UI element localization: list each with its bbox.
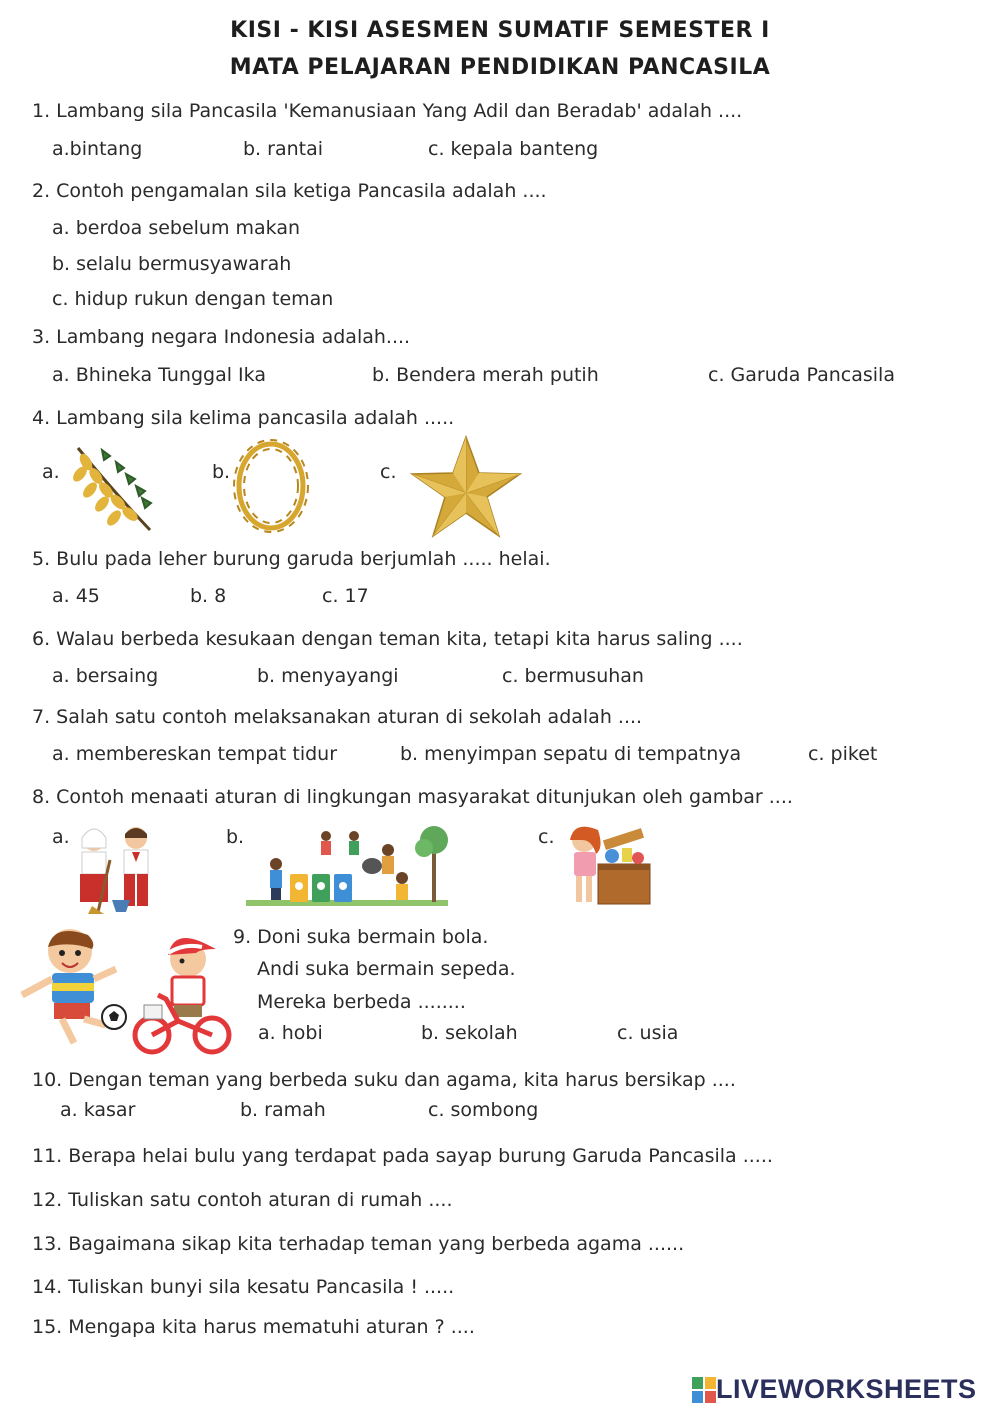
liveworksheets-logo[interactable]: [692, 1374, 977, 1405]
question-2: 2. Contoh pengamalan sila ketiga Pancasila adalah ....: [32, 180, 547, 202]
q1-option-b[interactable]: b. rantai: [243, 138, 324, 160]
question-13: 13. Bagaimana sikap kita terhadap teman yang berbeda agama ......: [32, 1233, 685, 1255]
liveworksheets-grid-icon: [692, 1377, 716, 1403]
question-15: 15. Mengapa kita harus mematuhi aturan ? ....: [32, 1316, 475, 1338]
q10-option-a[interactable]: a. kasar: [60, 1099, 136, 1121]
star-icon[interactable]: [410, 435, 522, 539]
question-12: 12. Tuliskan satu contoh aturan di rumah ....: [32, 1189, 453, 1211]
q9-option-c[interactable]: c. usia: [617, 1022, 679, 1044]
q4-option-a[interactable]: a.: [42, 461, 60, 483]
students-sweeping-illustration[interactable]: [70, 820, 165, 916]
q1-option-a[interactable]: a.bintang: [52, 138, 143, 160]
q5-option-c[interactable]: c. 17: [322, 585, 369, 607]
q9-option-a[interactable]: a. hobi: [258, 1022, 323, 1044]
q2-option-b[interactable]: b. selalu bermusyawarah: [52, 253, 292, 275]
q8-option-b[interactable]: b.: [226, 826, 245, 848]
q2-option-a[interactable]: a. berdoa sebelum makan: [52, 217, 301, 239]
rice-and-cotton-icon[interactable]: [72, 440, 156, 536]
question-11: 11. Berapa helai bulu yang terdapat pada sayap burung Garuda Pancasila .....: [32, 1145, 773, 1167]
q4-option-b[interactable]: b.: [212, 461, 231, 483]
q4-option-c[interactable]: c.: [380, 461, 397, 483]
q5-option-b[interactable]: b. 8: [190, 585, 227, 607]
q8-option-a[interactable]: a.: [52, 826, 70, 848]
question-3: 3. Lambang negara Indonesia adalah....: [32, 326, 411, 348]
q7-option-a[interactable]: a. membereskan tempat tidur: [52, 743, 338, 765]
question-9-line3: Mereka berbeda ........: [257, 991, 466, 1013]
question-14: 14. Tuliskan bunyi sila kesatu Pancasila ! .....: [32, 1276, 455, 1298]
q9-option-b[interactable]: b. sekolah: [421, 1022, 518, 1044]
worksheet-title-line1: KISI - KISI ASESMEN SUMATIF SEMESTER I: [230, 18, 770, 43]
q3-option-b[interactable]: b. Bendera merah putih: [372, 364, 599, 386]
question-4: 4. Lambang sila kelima pancasila adalah .....: [32, 407, 455, 429]
q10-option-b[interactable]: b. ramah: [240, 1099, 326, 1121]
community-cleanup-illustration[interactable]: [246, 822, 448, 908]
question-10: 10. Dengan teman yang berbeda suku dan agama, kita harus bersikap ....: [32, 1069, 736, 1091]
worksheet-title-line2: MATA PELAJARAN PENDIDIKAN PANCASILA: [229, 55, 771, 80]
q10-option-c[interactable]: c. sombong: [428, 1099, 539, 1121]
q6-option-b[interactable]: b. menyayangi: [257, 665, 399, 687]
girl-tidying-toys-illustration[interactable]: [562, 820, 654, 910]
q7-option-c[interactable]: c. piket: [808, 743, 878, 765]
boys-playing-ball-and-bike-illustration[interactable]: [18, 925, 234, 1057]
q7-option-b[interactable]: b. menyimpan sepatu di tempatnya: [400, 743, 742, 765]
question-1: 1. Lambang sila Pancasila 'Kemanusiaan Yang Adil dan Beradab' adalah ....: [32, 100, 743, 122]
question-9-line2: Andi suka bermain sepeda.: [257, 958, 516, 980]
question-5: 5. Bulu pada leher burung garuda berjumlah ..... helai.: [32, 548, 551, 570]
q8-option-c[interactable]: c.: [538, 826, 555, 848]
chain-icon[interactable]: [230, 437, 312, 535]
question-8: 8. Contoh menaati aturan di lingkungan masyarakat ditunjukan oleh gambar ....: [32, 786, 793, 808]
liveworksheets-logo-text: LIVEWORKSHEETS: [716, 1374, 977, 1404]
q3-option-a[interactable]: a. Bhineka Tunggal Ika: [52, 364, 266, 386]
q5-option-a[interactable]: a. 45: [52, 585, 100, 607]
question-7: 7. Salah satu contoh melaksanakan aturan di sekolah adalah ....: [32, 706, 643, 728]
q6-option-c[interactable]: c. bermusuhan: [502, 665, 644, 687]
q6-option-a[interactable]: a. bersaing: [52, 665, 159, 687]
q2-option-c[interactable]: c. hidup rukun dengan teman: [52, 288, 334, 310]
question-6: 6. Walau berbeda kesukaan dengan teman kita, tetapi kita harus saling ....: [32, 628, 743, 650]
q1-option-c[interactable]: c. kepala banteng: [428, 138, 599, 160]
question-9-line1: 9. Doni suka bermain bola.: [233, 926, 489, 948]
q3-option-c[interactable]: c. Garuda Pancasila: [708, 364, 895, 386]
